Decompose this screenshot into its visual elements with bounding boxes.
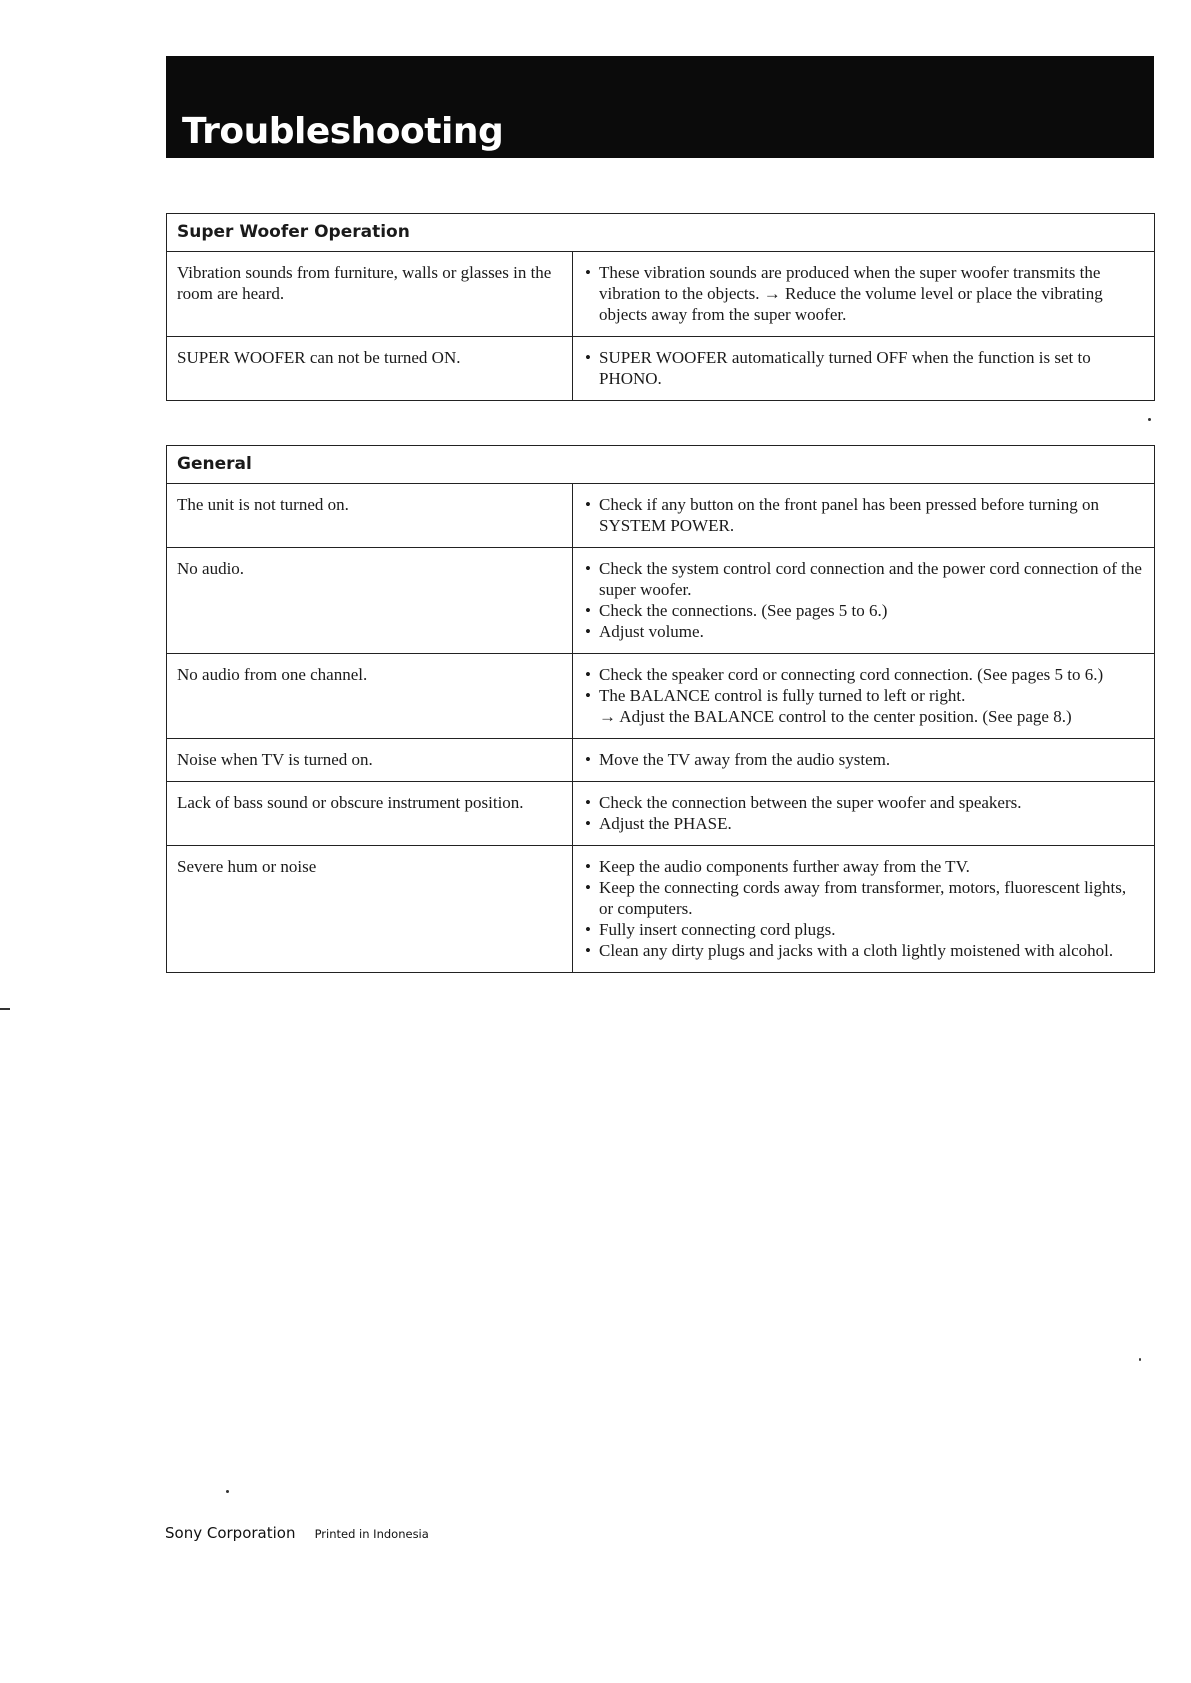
solution-item: • Clean any dirty plugs and jacks with a cloth lightly moistened with alcohol.	[583, 940, 1144, 961]
solution-cell	[573, 739, 1155, 782]
solution-item: • The BALANCE control is fully turned to left or right.	[583, 685, 1144, 706]
solution-item: • SUPER WOOFER automatically turned OFF when the function is set to PHONO.	[583, 347, 1144, 389]
solution-cell	[573, 252, 1155, 337]
super-woofer-table	[166, 213, 1155, 401]
scan-speck	[226, 1490, 229, 1493]
problem-cell: Lack of bass sound or obscure instrument position.	[167, 782, 573, 846]
solution-item: • Keep the audio components further away from the TV.	[583, 856, 1144, 877]
table-row	[167, 654, 1155, 739]
footer-company: Sony Corporation	[165, 1524, 296, 1542]
solution-cell	[573, 782, 1155, 846]
solution-item: • Check if any button on the front panel has been pressed before turning on SYSTEM POWER.	[583, 494, 1144, 536]
scan-speck	[1148, 418, 1151, 421]
table-row	[167, 484, 1155, 548]
problem-cell: Severe hum or noise	[167, 846, 573, 973]
footer-printed: Printed in Indonesia	[314, 1527, 429, 1541]
solution-item: • Move the TV away from the audio system.	[583, 749, 1144, 770]
table-row	[167, 252, 1155, 337]
general-table	[166, 445, 1155, 973]
table-row	[167, 739, 1155, 782]
table-row	[167, 337, 1155, 401]
page-title: Troubleshooting	[182, 111, 504, 152]
problem-cell: The unit is not turned on.	[167, 484, 573, 548]
solution-item: • Adjust volume.	[583, 621, 1144, 642]
solution-item: • Check the speaker cord or connecting cord connection. (See pages 5 to 6.)	[583, 664, 1144, 685]
solution-item: • These vibration sounds are produced when the super woofer transmits the vibration to the objects. → Reduce the volume level or place the vibrating objects away from the super woofer.	[583, 262, 1144, 325]
solution-subitem: → Adjust the BALANCE control to the center position. (See page 8.)	[599, 707, 1072, 726]
solution-cell	[573, 846, 1155, 973]
problem-cell: No audio.	[167, 548, 573, 654]
section-heading-super-woofer: Super Woofer Operation	[167, 214, 1155, 252]
problem-cell: Noise when TV is turned on.	[167, 739, 573, 782]
solution-cell	[573, 484, 1155, 548]
solution-cell	[573, 337, 1155, 401]
title-banner	[166, 56, 1154, 158]
scan-speck	[0, 1008, 10, 1010]
section-heading-general: General	[167, 446, 1155, 484]
table-row	[167, 846, 1155, 973]
problem-cell: SUPER WOOFER can not be turned ON.	[167, 337, 573, 401]
table-row	[167, 782, 1155, 846]
footer	[165, 1523, 429, 1542]
table-row	[167, 548, 1155, 654]
solution-item: • Check the connections. (See pages 5 to 6.)	[583, 600, 1144, 621]
problem-cell: No audio from one channel.	[167, 654, 573, 739]
scan-speck	[1139, 1358, 1141, 1361]
solution-cell	[573, 548, 1155, 654]
solution-item: • Adjust the PHASE.	[583, 813, 1144, 834]
solution-item: • Keep the connecting cords away from transformer, motors, fluorescent lights, or computers.	[583, 877, 1144, 919]
problem-cell: Vibration sounds from furniture, walls or glasses in the room are heard.	[167, 252, 573, 337]
solution-item: • Check the connection between the super woofer and speakers.	[583, 792, 1144, 813]
solution-item: • Check the system control cord connection and the power cord connection of the super woofer.	[583, 558, 1144, 600]
solution-cell	[573, 654, 1155, 739]
solution-item: • Fully insert connecting cord plugs.	[583, 919, 1144, 940]
